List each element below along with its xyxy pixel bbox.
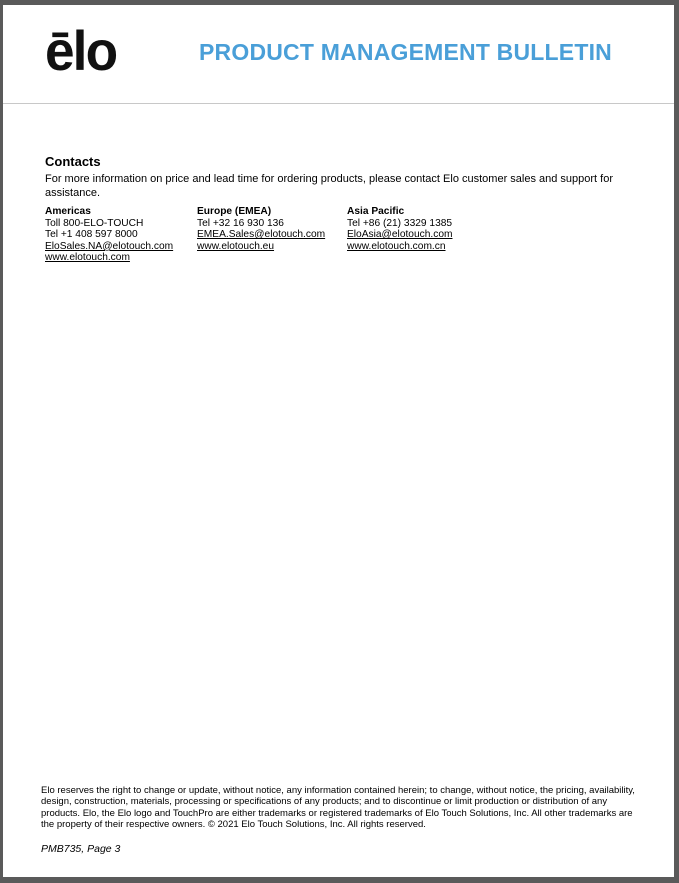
europe-email-link[interactable]: EMEA.Sales@elotouch.com: [197, 229, 326, 241]
contact-column-europe: [197, 206, 325, 252]
asia-heading: Asia Pacific: [347, 206, 405, 217]
americas-toll: Toll 800-ELO-TOUCH: [45, 217, 144, 229]
asia-tel: Tel +86 (21) 3329 1385: [347, 217, 453, 229]
asia-email-link[interactable]: EloAsia@elotouch.com: [347, 229, 453, 241]
contact-column-asia: [347, 206, 452, 252]
legal-disclaimer: Elo reserves the right to change or update, without notice, any information contained herein; to change, without notice, the pricing, availability, design, construction, materials, processing or specifications of any products; and to discontinue or limit production or distribution of any products. Elo, the Elo logo and TouchPro are either trademarks or registered trademarks of Elo Touch Solutions, Inc. All other trademarks are the property of their respective owners. © 2021 Elo Touch Solutions, Inc. All rights reserved.: [41, 785, 635, 830]
document-page: [3, 5, 674, 877]
bulletin-title: PRODUCT MANAGEMENT BULLETIN: [199, 39, 612, 65]
header-divider: [3, 103, 674, 104]
contact-column-americas: [45, 206, 173, 264]
asia-web-link[interactable]: www.elotouch.com.cn: [347, 240, 446, 252]
contacts-heading: Contacts: [45, 154, 101, 169]
americas-web-link[interactable]: www.elotouch.com: [45, 252, 130, 264]
americas-heading: Americas: [45, 206, 91, 217]
elo-logo: [45, 19, 117, 82]
americas-tel: Tel +1 408 597 8000: [45, 229, 138, 241]
contacts-intro: For more information on price and lead time for ordering products, please contact Elo customer sales and support for assistance.: [45, 173, 614, 199]
americas-email-link[interactable]: EloSales.NA@elotouch.com: [45, 240, 174, 252]
europe-heading: Europe (EMEA): [197, 206, 272, 217]
europe-tel: Tel +32 16 930 136: [197, 217, 284, 229]
page-number: PMB735, Page 3: [41, 843, 121, 855]
logo-wordmark: ēlo: [45, 19, 117, 82]
europe-web-link[interactable]: www.elotouch.eu: [197, 240, 275, 252]
